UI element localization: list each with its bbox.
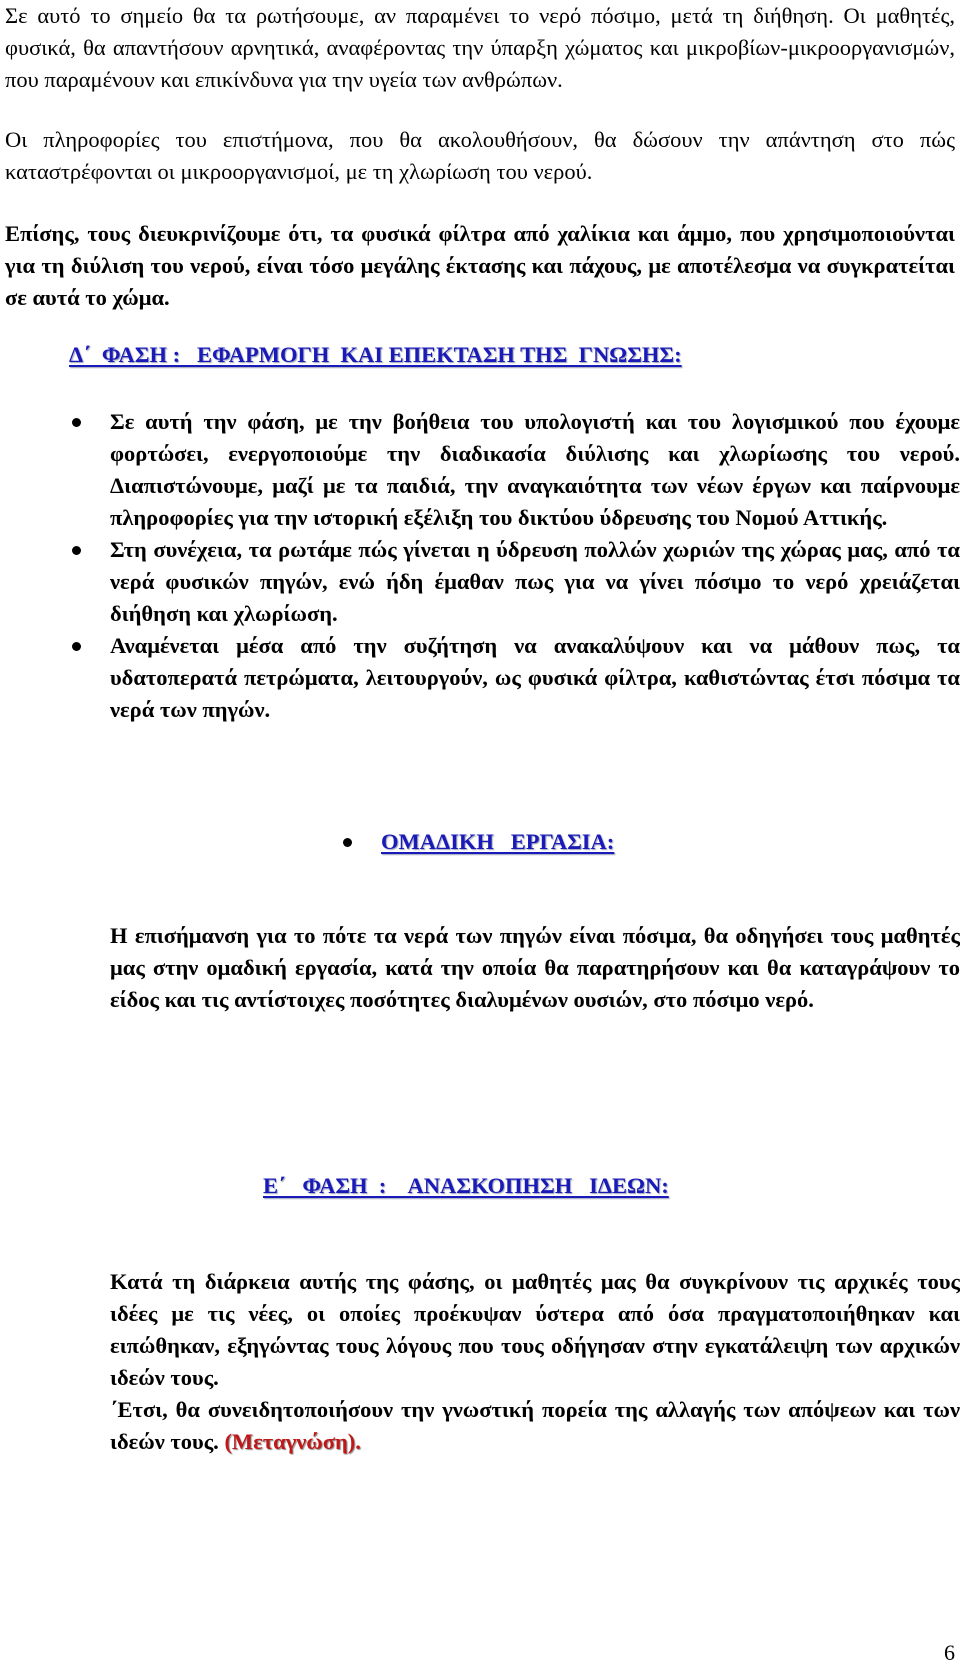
list-item bbox=[60, 630, 960, 726]
bullet-text: Στη συνέχεια, τα ρωτάμε πώς γίνεται η ύδρευση πολλών χωριών της χώρας μας, από τα νερά φυσικών πηγών, ενώ ήδη έμαθαν πως για να γίνει πόσιμο το νερό χρειάζεται διήθηση και χλωρίωση. bbox=[110, 537, 960, 626]
phase-e-heading: Ε΄ ΦΑΣΗ : ΑΝΑΣΚΟΠΗΣΗ ΙΔΕΩΝ: bbox=[263, 1173, 669, 1198]
bullet-icon bbox=[72, 642, 81, 651]
metacognition-term: (Μεταγνώση). bbox=[224, 1429, 361, 1454]
bullet-icon bbox=[72, 546, 81, 555]
list-item bbox=[60, 534, 960, 630]
bullet-text: Σε αυτή την φάση, με την βοήθεια του υπολογιστή και του λογισμικού που έχουμε φορτώσει, ενεργοποιούμε την διαδικασία διύλισης και χλωρίωσης του νερού. Διαπιστώνουμε, μαζί με τα παιδιά, την αναγκαιότητα των νέων έργων και παίρνουμε πληροφορίες για την ιστορική εξέλιξη του δικτύου ύδρευσης του Νομού Αττικής. bbox=[110, 409, 960, 530]
phase-e-paragraph-1: Κατά τη διάρκεια αυτής της φάσης, οι μαθητές μας θα συγκρίνουν τις αρχικές τους ιδέες με τις νέες, οι οποίες προέκυψαν ύστερα από όσα πραγματοποιήθηκαν και ειπώθηκαν, εξηγώντας τους λόγους που τους οδήγησαν στην εγκατάλειψη των αρχικών ιδεών τους. bbox=[110, 1269, 960, 1390]
page-number: 6 bbox=[944, 1640, 955, 1665]
intro-paragraph-3: Επίσης, τους διευκρινίζουμε ότι, τα φυσικά φίλτρα από χαλίκια και άμμο, που χρησιμοποιούνται για τη διύλιση του νερού, είναι τόσο μεγάλης έκτασης και πάχους, με αποτέλεσμα να συγκρατείται σε αυτά το χώμα. bbox=[5, 221, 955, 310]
intro-paragraph-2: Οι πληροφορίες του επιστήμονα, που θα ακολουθήσουν, θα δώσουν την απάντηση στο πώς καταστρέφονται οι μικροοργανισμοί, με τη χλωρίωση του νερού. bbox=[5, 127, 955, 184]
bullet-icon bbox=[343, 838, 352, 847]
group-work-paragraph: Η επισήμανση για το πότε τα νερά των πηγών είναι πόσιμα, θα οδηγήσει τους μαθητές μας στην ομαδική εργασία, κατά την οποία θα παρατηρήσουν και θα καταγράψουν το είδος και τις αντίστοιχες ποσότητες διαλυμένων ουσιών, στο πόσιμο νερό. bbox=[110, 923, 960, 1012]
phase-d-bullet-list bbox=[60, 406, 960, 726]
intro-paragraph-1: Σε αυτό το σημείο θα τα ρωτήσουμε, αν παραμένει το νερό πόσιμο, μετά τη διήθηση. Οι μαθητές, φυσικά, θα απαντήσουν αρνητικά, αναφέροντας την ύπαρξη χώματος και μικροβίων-μικροοργανισμών, που παραμένουν και επικίνδυνα για την υγεία των ανθρώπων. bbox=[5, 3, 955, 92]
phase-e-paragraph-2 bbox=[110, 1394, 960, 1458]
bullet-icon bbox=[72, 418, 81, 427]
list-item bbox=[60, 406, 960, 534]
phase-d-heading: Δ΄ ΦΑΣΗ : ΕΦΑΡΜΟΓΗ ΚΑΙ ΕΠΕΚΤΑΣΗ ΤΗΣ ΓΝΩΣΗΣ: bbox=[69, 342, 682, 367]
bullet-text: Αναμένεται μέσα από την συζήτηση να ανακαλύψουν και να μάθουν πως, τα υδατοπερατά πετρώματα, λειτουργούν, ως φυσικά φίλτρα, καθιστώντας έτσι πόσιμα τα νερά των πηγών. bbox=[110, 633, 960, 722]
phase-e-paragraph-2-text: ΄Ετσι, θα συνειδητοποιήσουν την γνωστική πορεία της αλλαγής των απόψεων και των ιδεών τους. bbox=[110, 1397, 960, 1454]
group-work-heading: ΟΜΑΔΙΚΗ ΕΡΓΑΣΙΑ: bbox=[381, 829, 615, 854]
